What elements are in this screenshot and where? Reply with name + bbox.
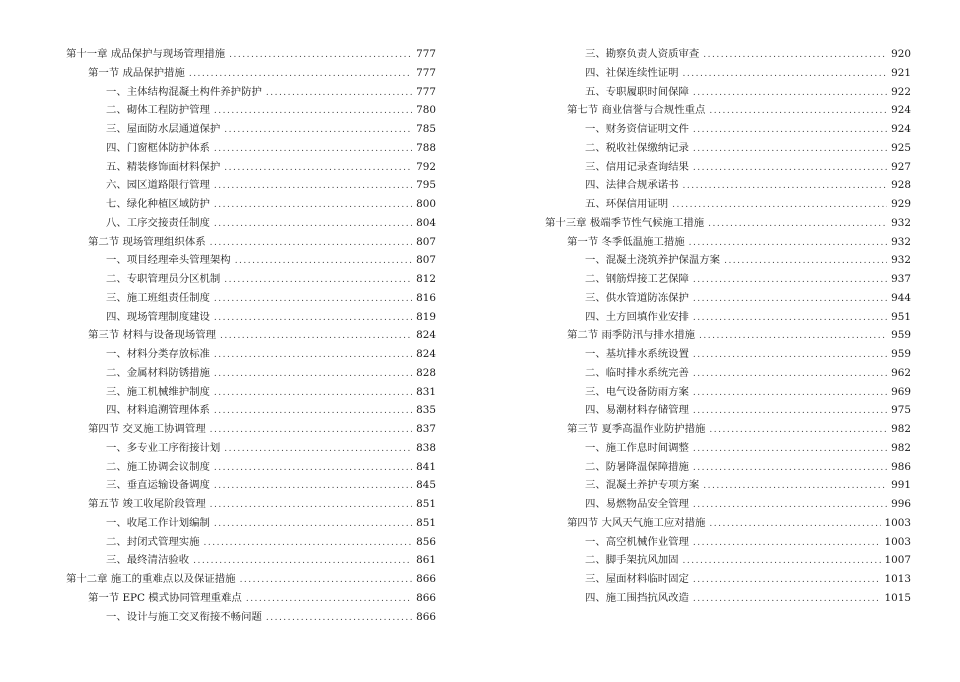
toc-page-number: 819 [416, 310, 436, 323]
toc-entry-title: 第四节 交叉施工协调管理 [88, 423, 206, 435]
toc-right-column [545, 45, 911, 608]
toc-subsection-entry[interactable] [66, 270, 436, 289]
toc-page-number: 841 [416, 460, 436, 473]
toc-entry-title: 一、收尾工作计划编制 [106, 516, 210, 529]
toc-dot-leader [204, 534, 413, 553]
toc-dot-leader [214, 177, 412, 196]
toc-entry-title: 第四节 大风天气施工应对措施 [567, 516, 706, 529]
toc-entry-title: 第五节 竣工收尾阶段管理 [88, 498, 206, 510]
toc-subsection-entry[interactable] [66, 383, 436, 402]
toc-subsection-entry[interactable] [545, 195, 911, 214]
toc-subsection-entry[interactable] [66, 514, 436, 533]
toc-subsection-entry[interactable] [66, 83, 436, 102]
toc-section-entry[interactable] [545, 326, 911, 345]
toc-entry-title: 第十一章 成品保护与现场管理措施 [66, 48, 226, 60]
toc-dot-leader [693, 346, 887, 365]
toc-page-number: 816 [416, 291, 436, 304]
toc-subsection-entry[interactable] [545, 533, 911, 552]
toc-dot-leader [210, 421, 413, 440]
toc-dot-leader [214, 384, 412, 403]
toc-dot-leader [224, 159, 412, 178]
toc-section-entry[interactable] [66, 420, 436, 439]
toc-page-number: 982 [891, 441, 911, 454]
toc-section-entry[interactable] [545, 101, 911, 120]
toc-page-number: 928 [891, 179, 911, 192]
toc-dot-leader [266, 84, 412, 103]
toc-entry-title: 三、施工机械维护制度 [106, 385, 210, 398]
toc-subsection-entry[interactable] [66, 158, 436, 177]
toc-entry-title: 一、设计与施工交叉衔接不畅问题 [106, 610, 262, 623]
toc-entry-title: 一、混凝土浇筑养护保温方案 [585, 254, 721, 267]
toc-page-number: 785 [416, 123, 436, 135]
toc-dot-leader [214, 140, 412, 159]
toc-entry-title: 二、砌体工程防护管理 [106, 104, 210, 117]
toc-entry-title: 六、园区道路限行管理 [106, 179, 210, 192]
toc-subsection-entry[interactable] [545, 551, 911, 570]
toc-subsection-entry[interactable] [545, 120, 911, 139]
toc-page-number: 969 [891, 385, 911, 398]
toc-entry-title: 三、信用记录查询结果 [585, 160, 689, 173]
toc-section-entry[interactable] [66, 233, 436, 252]
toc-subsection-entry[interactable] [545, 139, 911, 158]
toc-left-column [66, 45, 436, 626]
toc-entry-title: 二、施工协调会议制度 [106, 460, 210, 473]
toc-entry-title: 二、封闭式管理实施 [106, 535, 200, 548]
toc-entry-title: 二、税收社保缴纳记录 [585, 141, 689, 154]
toc-entry-title: 三、电气设备防雨方案 [585, 385, 689, 398]
toc-entry-title: 二、金属材料防锈措施 [106, 366, 210, 379]
toc-entry-title: 二、脚手架抗风加固 [585, 554, 679, 567]
toc-entry-title: 二、临时排水系统完善 [585, 366, 689, 379]
toc-dot-leader [693, 309, 887, 328]
toc-page-number: 831 [416, 385, 436, 398]
toc-page-number: 975 [891, 404, 911, 417]
toc-dot-leader [235, 252, 412, 271]
toc-entry-title: 七、绿化种植区域防护 [106, 198, 210, 210]
toc-page-number: 866 [416, 610, 436, 623]
toc-entry-title: 四、易燃物品安全管理 [585, 498, 689, 510]
toc-subsection-entry[interactable] [545, 64, 911, 83]
toc-dot-leader [709, 515, 880, 534]
toc-dot-leader [699, 327, 887, 346]
toc-entry-title: 二、防暑降温保障措施 [585, 460, 689, 473]
toc-page-number: 788 [416, 141, 436, 154]
toc-subsection-entry[interactable] [545, 364, 911, 383]
toc-subsection-entry[interactable] [66, 439, 436, 458]
toc-subsection-entry[interactable] [66, 176, 436, 195]
toc-subsection-entry[interactable] [545, 495, 911, 514]
toc-page-number: 986 [891, 460, 911, 473]
toc-page-number: 824 [416, 329, 436, 342]
toc-dot-leader [672, 196, 887, 215]
toc-entry-title: 四、法律合规承诺书 [585, 179, 679, 192]
toc-subsection-entry[interactable] [66, 308, 436, 327]
toc-entry-title: 八、工序交接责任制度 [106, 216, 210, 229]
toc-page-number: 828 [416, 366, 436, 379]
toc-page-number: 866 [416, 591, 436, 604]
toc-section-entry[interactable] [545, 233, 911, 252]
toc-dot-leader [214, 515, 412, 534]
toc-subsection-entry[interactable] [66, 476, 436, 495]
toc-page-number: 866 [416, 573, 436, 585]
toc-dot-leader [210, 234, 413, 253]
toc-subsection-entry[interactable] [545, 345, 911, 364]
toc-entry-title: 三、屋面防水层通道保护 [106, 123, 221, 135]
toc-page-number: 812 [416, 273, 436, 285]
toc-dot-leader [693, 496, 887, 515]
toc-dot-leader [683, 177, 888, 196]
toc-dot-leader [224, 440, 412, 459]
toc-dot-leader [689, 234, 888, 253]
toc-dot-leader [214, 309, 412, 328]
toc-page-number: 932 [891, 235, 911, 248]
toc-subsection-entry[interactable] [66, 533, 436, 552]
toc-dot-leader [214, 477, 412, 496]
toc-page-number: 922 [891, 85, 911, 98]
toc-page-number: 920 [891, 48, 911, 60]
toc-entry-title: 一、项目经理牵头管理架构 [106, 254, 231, 267]
toc-subsection-entry[interactable] [66, 251, 436, 270]
toc-subsection-entry[interactable] [66, 458, 436, 477]
toc-subsection-entry[interactable] [66, 214, 436, 233]
toc-entry-title: 五、专职履职时间保障 [585, 85, 689, 98]
toc-dot-leader [189, 65, 412, 84]
toc-dot-leader [240, 571, 413, 590]
toc-subsection-entry[interactable] [545, 439, 911, 458]
toc-dot-leader [266, 609, 412, 628]
toc-subsection-entry[interactable] [545, 458, 911, 477]
toc-page-number: 937 [891, 273, 911, 285]
toc-entry-title: 四、门窗框体防护体系 [106, 141, 210, 154]
toc-entry-title: 四、材料追溯管理体系 [106, 404, 210, 417]
toc-page-number: 982 [891, 423, 911, 435]
toc-page-number: 1003 [884, 535, 911, 548]
toc-page-number: 944 [891, 291, 911, 304]
toc-entry-title: 第一节 冬季低温施工措施 [567, 235, 685, 248]
toc-subsection-entry[interactable] [545, 570, 911, 589]
toc-page-number: 1013 [884, 573, 911, 585]
toc-subsection-entry[interactable] [66, 401, 436, 420]
toc-subsection-entry[interactable] [545, 45, 911, 64]
toc-page-number: 856 [416, 535, 436, 548]
toc-page-number: 924 [891, 123, 911, 135]
toc-page-number: 959 [891, 348, 911, 360]
toc-subsection-entry[interactable] [545, 308, 911, 327]
toc-section-entry[interactable] [66, 326, 436, 345]
toc-entry-title: 一、多专业工序衔接计划 [106, 441, 221, 454]
toc-page-number: 807 [416, 235, 436, 248]
toc-page-number: 792 [416, 160, 436, 173]
toc-dot-leader [214, 196, 412, 215]
toc-dot-leader [220, 327, 412, 346]
toc-page-number: 959 [891, 329, 911, 342]
toc-dot-leader [693, 290, 887, 309]
toc-entry-title: 第三节 夏季高温作业防护措施 [567, 423, 706, 435]
toc-entry-title: 四、社保连续性证明 [585, 66, 679, 79]
toc-page-number: 861 [416, 554, 436, 567]
toc-page-number: 777 [416, 66, 436, 79]
toc-page-number: 1003 [884, 516, 911, 529]
toc-entry-title: 四、施工围挡抗风改造 [585, 591, 689, 604]
toc-entry-title: 二、钢筋焊接工艺保障 [585, 273, 689, 285]
toc-dot-leader [693, 534, 881, 553]
toc-chapter-entry[interactable] [66, 570, 436, 589]
toc-dot-leader [210, 496, 413, 515]
toc-dot-leader [709, 421, 887, 440]
toc-subsection-entry[interactable] [66, 289, 436, 308]
toc-page-number: 800 [416, 198, 436, 210]
toc-dot-leader [224, 271, 412, 290]
toc-subsection-entry[interactable] [545, 176, 911, 195]
toc-subsection-entry[interactable] [545, 270, 911, 289]
toc-dot-leader [214, 290, 412, 309]
toc-entry-title: 一、基坑排水系统设置 [585, 348, 689, 360]
toc-page-number: 927 [891, 160, 911, 173]
toc-page-number: 780 [416, 104, 436, 117]
toc-section-entry[interactable] [545, 514, 911, 533]
toc-subsection-entry[interactable] [545, 83, 911, 102]
toc-page-number: 845 [416, 479, 436, 492]
toc-page-number: 1015 [884, 591, 911, 604]
toc-page-number: 929 [891, 198, 911, 210]
toc-page-number: 924 [891, 104, 911, 117]
toc-entry-title: 第一节 EPC 模式协同管理重难点 [88, 591, 242, 604]
toc-page-number: 851 [416, 516, 436, 529]
toc-subsection-entry[interactable] [66, 364, 436, 383]
toc-dot-leader [214, 346, 412, 365]
toc-page-number: 962 [891, 366, 911, 379]
toc-entry-title: 第三节 材料与设备现场管理 [88, 329, 216, 342]
toc-page-number: 804 [416, 216, 436, 229]
toc-entry-title: 二、专职管理员分区机制 [106, 273, 221, 285]
toc-page-number: 824 [416, 348, 436, 360]
toc-dot-leader [693, 402, 887, 421]
toc-dot-leader [246, 590, 412, 609]
toc-entry-title: 三、供水管道防冻保护 [585, 291, 689, 304]
toc-dot-leader [693, 590, 881, 609]
toc-entry-title: 第一节 成品保护措施 [88, 66, 185, 79]
toc-dot-leader [214, 402, 412, 421]
toc-page-number: 921 [891, 66, 911, 79]
toc-dot-leader [693, 440, 887, 459]
toc-entry-title: 三、勘察负责人资质审查 [585, 48, 700, 60]
toc-page-number: 991 [891, 479, 911, 492]
toc-page-number: 837 [416, 423, 436, 435]
toc-entry-title: 三、垂直运输设备调度 [106, 479, 210, 492]
toc-dot-leader [693, 159, 887, 178]
toc-subsection-entry[interactable] [66, 551, 436, 570]
toc-entry-title: 五、精装修饰面材料保护 [106, 160, 221, 173]
toc-dot-leader [693, 571, 881, 590]
toc-section-entry[interactable] [545, 420, 911, 439]
toc-dot-leader [693, 459, 887, 478]
toc-entry-title: 一、高空机械作业管理 [585, 535, 689, 548]
toc-dot-leader [214, 102, 412, 121]
toc-subsection-entry[interactable] [66, 101, 436, 120]
toc-dot-leader [683, 552, 881, 571]
toc-page-number: 777 [416, 48, 436, 60]
toc-section-entry[interactable] [66, 495, 436, 514]
toc-dot-leader [193, 552, 412, 571]
toc-dot-leader [693, 84, 887, 103]
toc-dot-leader [708, 215, 887, 234]
toc-dot-leader [214, 459, 412, 478]
toc-dot-leader [693, 121, 887, 140]
toc-dot-leader [693, 384, 887, 403]
toc-page-number: 807 [416, 254, 436, 267]
toc-entry-title: 四、土方回填作业安排 [585, 310, 689, 323]
toc-subsection-entry[interactable] [66, 195, 436, 214]
toc-dot-leader [693, 271, 887, 290]
toc-entry-title: 一、主体结构混凝土构件养护防护 [106, 85, 262, 98]
toc-entry-title: 一、材料分类存放标准 [106, 348, 210, 360]
toc-page-number: 851 [416, 498, 436, 510]
toc-dot-leader [693, 365, 887, 384]
toc-subsection-entry[interactable] [545, 589, 911, 608]
toc-subsection-entry[interactable] [545, 158, 911, 177]
toc-entry-title: 三、施工班组责任制度 [106, 291, 210, 304]
toc-entry-title: 第十二章 施工的重难点以及保证措施 [66, 573, 236, 585]
toc-entry-title: 第七节 商业信誉与合规性重点 [567, 104, 706, 117]
toc-page-number: 925 [891, 141, 911, 154]
toc-subsection-entry[interactable] [545, 383, 911, 402]
toc-dot-leader [224, 121, 412, 140]
toc-subsection-entry[interactable] [545, 289, 911, 308]
toc-entry-title: 四、现场管理制度建设 [106, 310, 210, 323]
toc-subsection-entry[interactable] [545, 251, 911, 270]
toc-page-number: 951 [891, 310, 911, 323]
toc-dot-leader [214, 365, 412, 384]
toc-subsection-entry[interactable] [66, 139, 436, 158]
toc-section-entry[interactable] [66, 589, 436, 608]
toc-chapter-entry[interactable] [66, 45, 436, 64]
toc-entry-title: 五、环保信用证明 [585, 198, 669, 210]
toc-dot-leader [703, 477, 887, 496]
toc-dot-leader [703, 46, 887, 65]
toc-page-number: 838 [416, 441, 436, 454]
toc-entry-title: 三、屋面材料临时固定 [585, 573, 689, 585]
toc-page-number: 777 [416, 85, 436, 98]
toc-entry-title: 第十三章 极端季节性气候施工措施 [545, 216, 705, 229]
toc-subsection-entry[interactable] [66, 608, 436, 627]
toc-dot-leader [724, 252, 887, 271]
toc-subsection-entry[interactable] [545, 476, 911, 495]
toc-subsection-entry[interactable] [66, 120, 436, 139]
toc-entry-title: 四、易潮材料存储管理 [585, 404, 689, 417]
toc-dot-leader [709, 102, 887, 121]
toc-page-number: 932 [891, 254, 911, 267]
toc-page-number: 795 [416, 179, 436, 192]
toc-section-entry[interactable] [66, 64, 436, 83]
toc-entry-title: 三、混凝土养护专项方案 [585, 479, 700, 492]
toc-entry-title: 第二节 现场管理组织体系 [88, 235, 206, 248]
toc-dot-leader [214, 215, 412, 234]
toc-dot-leader [229, 46, 412, 65]
toc-entry-title: 一、施工作息时间调整 [585, 441, 689, 454]
toc-entry-title: 第二节 雨季防汛与排水措施 [567, 329, 695, 342]
toc-entry-title: 三、最终清洁验收 [106, 554, 190, 567]
toc-subsection-entry[interactable] [66, 345, 436, 364]
toc-page-number: 996 [891, 498, 911, 510]
toc-page-number: 1007 [884, 554, 911, 567]
toc-dot-leader [693, 140, 887, 159]
toc-page-number: 932 [891, 216, 911, 229]
toc-subsection-entry[interactable] [545, 401, 911, 420]
toc-dot-leader [683, 65, 888, 84]
toc-entry-title: 一、财务资信证明文件 [585, 123, 689, 135]
toc-page-number: 835 [416, 404, 436, 417]
toc-chapter-entry[interactable] [545, 214, 911, 233]
